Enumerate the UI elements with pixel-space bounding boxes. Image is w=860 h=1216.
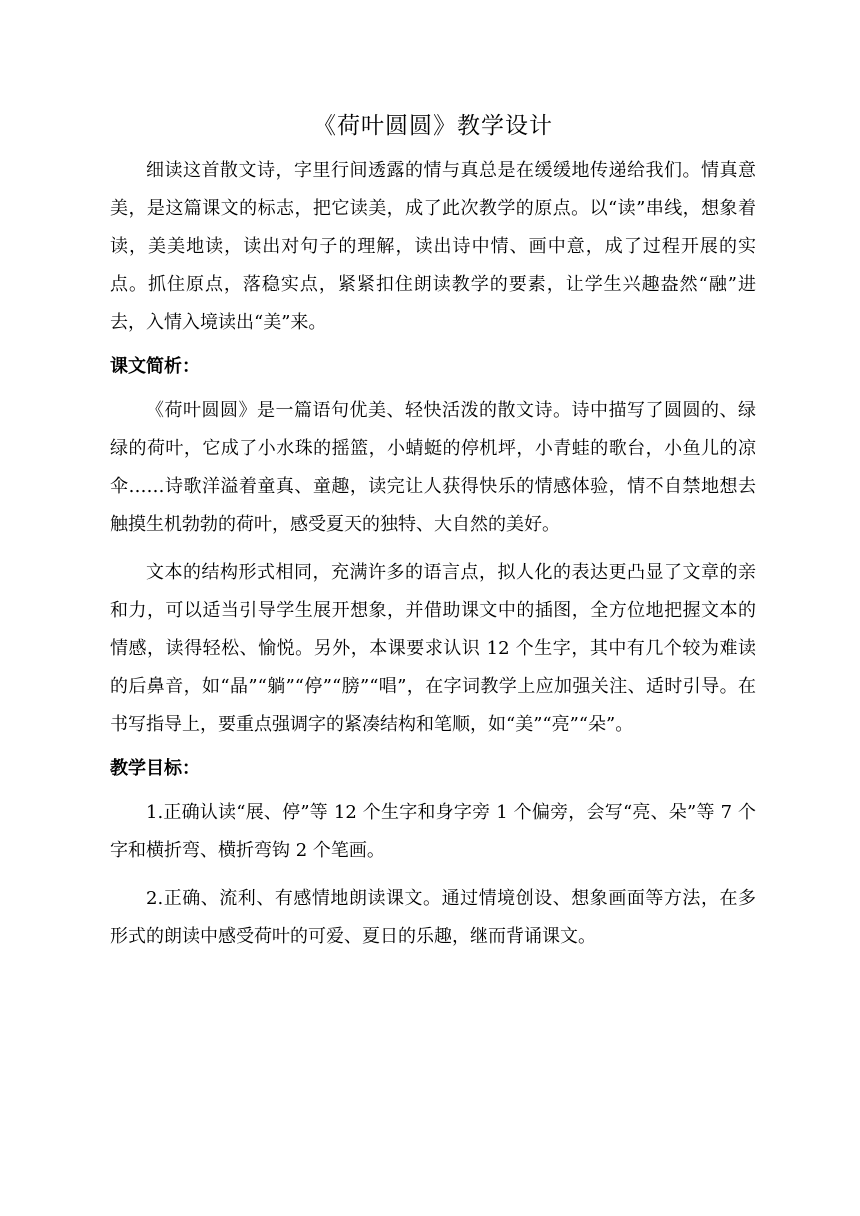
intro-paragraph: 细读这首散文诗，字里行间透露的情与真总是在缓缓地传递给我们。情真意美，是这篇课文的标志，把它读美，成了此次教学的原点。以“读”串线，想象着读，美美地读，读出对句子的理解，读出诗中情、画中意，成了过程开展的实点。抓住原点，落稳实点，紧紧扣住朗读教学的要素，让学生兴趣盎然“融”进去，入情入境读出“美”来。 [110, 160, 756, 333]
section-heading-text-analysis: 课文简析： [110, 356, 200, 377]
document-page [110, 100, 756, 956]
text-analysis-paragraph-2: 文本的结构形式相同，充满许多的语言点，拟人化的表达更凸显了文章的亲和力，可以适当引导学生展开想象，并借助课文中的插图，全方位地把握文本的情感，读得轻松、愉悦。另外，本课要求认识 12 个生字，其中有几个较为难读的后鼻音，如“晶”“躺”“停”“膀”“唱”，在字词教学上应加强关注、适时引导。在书写指导上，要重点强调字的紧凑结构和笔顺，如“美”“亮”“朵”。 [110, 562, 756, 735]
text-analysis-paragraph-1: 《荷叶圆圆》是一篇语句优美、轻快活泼的散文诗。诗中描写了圆圆的、绿绿的荷叶，它成了小水珠的摇篮，小蜻蜓的停机坪，小青蛙的歌台，小鱼儿的凉伞……诗歌洋溢着童真、童趣，读完让人获得快乐的情感体验，情不自禁地想去 触摸生机勃勃的荷叶，感受夏天的独特、大自然的美好。 [110, 400, 756, 535]
teaching-goal-item-2: 2.正确、流利、有感情地朗读课文。通过情境创设、想象画面等方法，在多形式的朗读中感受荷叶的可爱、夏日的乐趣，继而背诵课文。 [110, 888, 756, 947]
section-heading-teaching-goals: 教学目标： [110, 758, 200, 779]
teaching-goal-item-1: 1.正确认读“展、停”等 12 个生字和身字旁 1 个偏旁，会写“亮、朵”等 7 个字和横折弯、横折弯钩 2 个笔画。 [110, 802, 756, 861]
document-title: 《荷叶圆圆》教学设计 [313, 113, 553, 139]
